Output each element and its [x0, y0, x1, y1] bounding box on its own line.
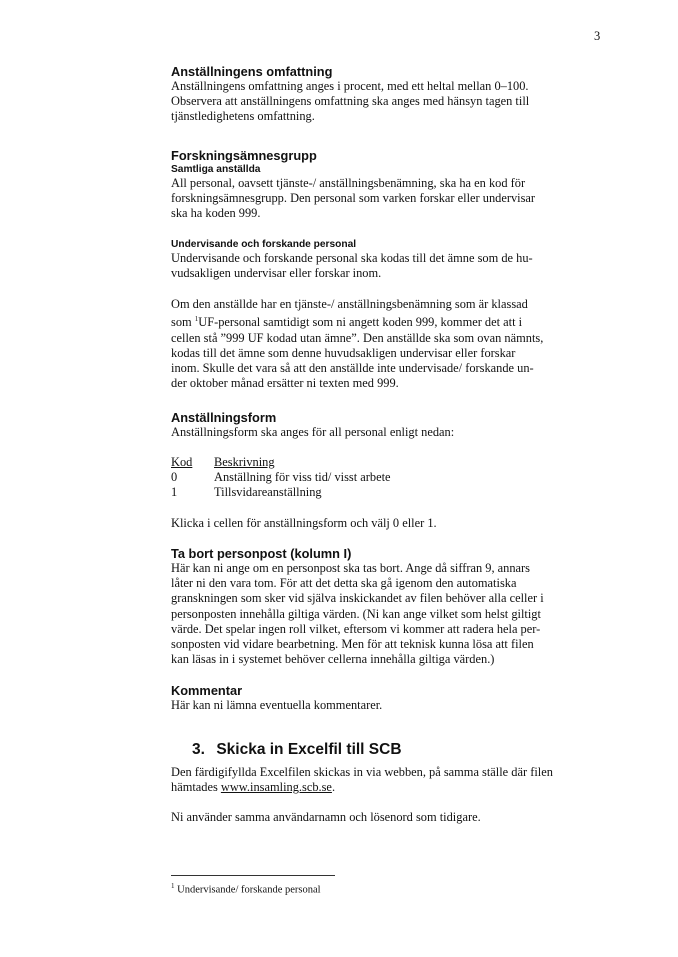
text-line: Observera att anställningens omfattning ska anges med hänsyn tagen till [171, 94, 530, 109]
table-header-row [171, 455, 391, 470]
text-line: Här kan ni ange om en personpost ska tas bort. Ange då siffran 9, annars [171, 561, 531, 575]
text-line: tjänstledighetens omfattning. [171, 109, 315, 124]
text-line: forskningsämnesgrupp. Den personal som varken forskar eller undervisar [171, 191, 536, 206]
heading-omfattning: Anställningens omfattning [171, 64, 333, 79]
cell-beskrivning: Tillsvidareanställning [214, 485, 322, 500]
paragraph-anvandarnamn: Ni använder samma användarnamn och lösenord som tidigare. [171, 810, 481, 824]
section-kommentar [171, 683, 611, 713]
cell-kod: 0 [171, 470, 178, 485]
text-line: ska ha koden 999. [171, 206, 261, 221]
footnote-divider [171, 875, 335, 876]
paragraph-samtliga [171, 176, 611, 222]
text-line: Anställningens omfattning anges i procent, med ett heltal mellan 0–100. [171, 79, 529, 93]
code-table [171, 455, 391, 501]
text-line: värde. Det spelar ingen roll vilket, eftersom vi kommer att radera hela per- [171, 621, 541, 636]
text-line: låter ni den vara tom. För att det detta ska gå igenom den automatiska [171, 576, 517, 591]
chapter-number: 3. [192, 741, 205, 758]
paragraph-anstallningsform: Anställningsform ska anges för all personal enligt nedan: [171, 425, 455, 439]
column-header-kod: Kod [171, 455, 193, 469]
text-line: vudsakligen undervisar eller forskar inom. [171, 266, 382, 281]
section-undervisande [171, 238, 611, 281]
paragraph-klicka: Klicka i cellen för anställningsform och välj 0 eller 1. [171, 516, 437, 530]
footnote-text: Undervisande/ forskande personal [174, 884, 321, 896]
chapter-heading [192, 741, 402, 759]
page-number: 3 [594, 29, 601, 43]
text-line: inom. Skulle det vara så att den anställde inte undervisade/ forskande un- [171, 360, 534, 375]
section-omfattning [171, 64, 611, 125]
chapter-title: Skicka in Excelfil till SCB [216, 741, 402, 758]
footnote-reference: 1 [194, 315, 199, 324]
text-span: som [171, 315, 195, 330]
text-line: Undervisande och forskande personal ska kodas till det ämne som de hu- [171, 251, 533, 265]
text-line: cellen stå ”999 UF kodad utan ämne”. Den anställde ska som ovan nämnts, [171, 330, 544, 345]
subheading-samtliga: Samtliga anställda [171, 164, 261, 175]
text-line: personposten innehålla giltiga värden. (Ni kan ange vilket som helst giltigt [171, 606, 541, 621]
subheading-undervisande: Undervisande och forskande personal [171, 239, 357, 250]
paragraph-omfattning [171, 79, 611, 125]
text-line [171, 312, 611, 330]
text-line: kodas till det ämne som denne huvudsakligen undervisar eller forskar [171, 345, 516, 360]
text-span: UF-personal samtidigt som ni angett koden 999, kommer det att i [198, 315, 523, 330]
cell-kod: 1 [171, 485, 178, 500]
section-anstallningsform [171, 410, 611, 440]
insamling-link[interactable]: www.insamling.scb.se [220, 780, 332, 795]
text-line: sonposten vid vidare bearbetning. Men för att teknisk kunna lösa att filen [171, 637, 534, 652]
section-forskning [171, 148, 611, 222]
heading-ta-bort: Ta bort personpost (kolumn I) [171, 546, 352, 561]
text-line: All personal, oavsett tjänste-/ anställningsbenämning, ska ha en kod för [171, 176, 526, 190]
table-row [171, 485, 391, 500]
heading-forskning: Forskningsämnesgrupp [171, 148, 317, 163]
text-line: granskningen som sker vid själva inskickandet av filen behöver alla celler i [171, 591, 544, 606]
table-row [171, 470, 391, 485]
paragraph-uf-personal [171, 297, 611, 391]
column-header-beskrivning: Beskrivning [214, 455, 275, 469]
paragraph-ta-bort [171, 561, 611, 667]
text-line: Den färdigifyllda Excelfilen skickas in via webben, på samma ställe där filen [171, 765, 553, 779]
text-line [171, 780, 611, 795]
heading-anstallningsform: Anställningsform [171, 410, 277, 425]
cell-beskrivning: Anställning för viss tid/ visst arbete [214, 470, 391, 485]
paragraph-skicka [171, 765, 611, 795]
text-span: . [331, 780, 336, 795]
footnote-mark: 1 [171, 882, 175, 890]
text-line: der oktober månad ersätter ni texten med 999. [171, 376, 399, 391]
footnote [171, 882, 321, 896]
paragraph-kommentar: Här kan ni lämna eventuella kommentarer. [171, 698, 383, 712]
heading-kommentar: Kommentar [171, 683, 243, 698]
text-span: hämtades [171, 780, 221, 795]
text-line: kan läsas in i systemet behöver cellerna innehålla giltiga värden.) [171, 652, 495, 667]
section-ta-bort [171, 546, 611, 667]
text-line: Om den anställde har en tjänste-/ anställningsbenämning som är klassad [171, 297, 528, 311]
paragraph-undervisande [171, 251, 611, 281]
